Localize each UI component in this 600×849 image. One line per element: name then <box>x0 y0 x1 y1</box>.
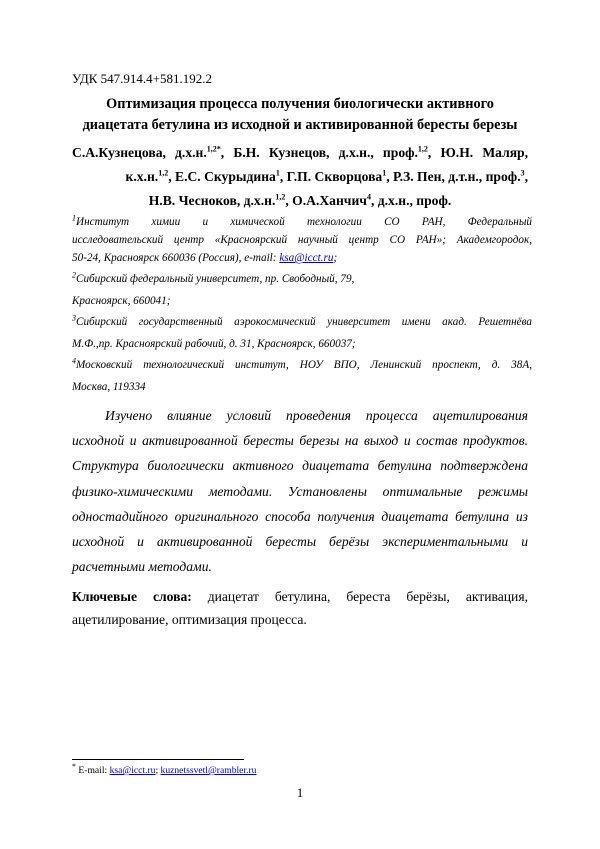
author-affiliation-mark: 1 <box>275 168 280 178</box>
affiliation-line: М.Ф.,пр. Красноярский рабочий, д. 31, Красноярск, 660037; <box>72 338 356 350</box>
abstract-line: физико-химическими методами. Установлены оптимальные режимы <box>72 483 528 499</box>
title-line: Оптимизация процесса получения биологически активного <box>106 96 494 112</box>
author-degree: д.х.н., проф. <box>377 193 452 208</box>
author-affiliation-mark: 1,2* <box>206 144 221 154</box>
affiliation-2 <box>72 270 532 310</box>
author-name: Р.З. Пен, д.т.н., проф. <box>393 169 521 184</box>
keywords-line: ацетилирование, оптимизация процесса. <box>72 612 307 627</box>
keywords <box>72 585 528 631</box>
abstract-line: расчетными методами. <box>72 559 212 575</box>
affiliation-line: исследовательский центр «Красноярский научный центр СО РАН»; Академгородок, <box>72 234 532 246</box>
title-line: диацетата бетулина из исходной и активированной бересты березы <box>82 117 518 133</box>
affiliation-1 <box>72 213 532 267</box>
abstract-line: одностадийного оригинального способа получения диацетата бетулина из <box>72 508 528 524</box>
affiliation-line: $^4$Московский технологический институт, НОУ ВПО, Ленинский проспект, д. 38А, <box>72 356 532 371</box>
abstract-line: Изучено влияние условий проведения процесса ацетилирования <box>105 408 528 423</box>
author-name: Н.В. Чесноков, д.х.н. <box>148 193 276 208</box>
abstract-line: Структура биологически активного диацетата бетулина подтверждена <box>72 458 528 474</box>
author-affiliation-mark: 1 <box>382 168 387 178</box>
author-name: Г.П. Скворцова <box>286 169 383 184</box>
author-name: к.х.н. <box>125 169 159 184</box>
affiliation-4 <box>72 356 532 396</box>
keywords-label: Ключевые слова: <box>72 589 192 604</box>
affiliation-number: 1 <box>72 213 76 223</box>
abstract-line: исходной и активированной бересты березы на выход и состав продуктов. <box>72 433 528 449</box>
affiliations <box>72 213 532 396</box>
abstract-line: исходной и активированной бересты берёзы экспериментальными и <box>72 534 528 550</box>
author-affiliation-mark: 1,2 <box>158 168 169 178</box>
page-number: 1 <box>296 785 304 800</box>
author-line: С.А.Кузнецова, д.х.н.$^{1,2*}$, Б.Н. Кузнецов, д.х.н., проф.$^{1,2}$, Ю.Н. Маляр, <box>72 144 529 160</box>
affiliation-number: 2 <box>72 270 76 280</box>
footnote-divider <box>72 759 244 760</box>
author-name: Е.С. Скурыдина <box>175 169 276 184</box>
email-link[interactable]: ksa@icct.ru <box>109 765 156 776</box>
author-line: к.х.н.$^{1,2}$, Е.С. Скурыдина$^1$, Г.П. Скворцова$^1$, Р.З. Пен, д.т.н., проф.$^3$, <box>125 168 528 184</box>
affiliation-line: Москва, 119334 <box>72 381 146 393</box>
author-name: Ю.Н. Маляр, <box>440 145 529 160</box>
author-affiliation-mark: 3 <box>520 168 525 178</box>
affiliation-line: Красноярск, 660041; <box>72 295 171 307</box>
affiliation-3 <box>72 313 532 353</box>
author-affiliation-mark: 1,2 <box>417 144 428 154</box>
footnote: * E-mail: ksa@icct.ru; kuznetssvetl@rambler.ru <box>72 761 257 776</box>
affiliation-number: 3 <box>72 313 76 323</box>
author-affiliation-mark: 1,2 <box>275 192 286 202</box>
email-link[interactable]: kuznetssvetl@rambler.ru <box>160 765 257 776</box>
email-link[interactable]: ksa@icct.ru <box>279 252 334 264</box>
affiliation-line: $^2$Сибирский федеральный университет, пр. Свободный, 79, <box>72 270 355 285</box>
footnote-mark: * <box>72 761 76 771</box>
affiliation-line: 50-24, Красноярск 660036 (Россия), e-mail: ksa@icct.ru; <box>72 252 338 264</box>
affiliation-line: $^1$Институт химии и химической технологии СО РАН, Федеральный <box>72 213 532 228</box>
author-list <box>72 141 528 213</box>
affiliation-line: $^3$Сибирский государственный аэрокосмический университет имени акад. Решетнёва <box>72 313 532 328</box>
keywords-line: Ключевые слова: диацетат бетулина, береста берёзы, активация, <box>72 589 528 604</box>
author-line: Н.В. Чесноков, д.х.н.$^{1,2}$, О.А.Ханчич$^4$, д.х.н., проф. <box>148 192 452 208</box>
udk-code: УДК 547.914.4+581.192.2 <box>72 71 213 86</box>
abstract <box>72 403 528 579</box>
author-name: С.А.Кузнецова, д.х.н. <box>72 145 207 160</box>
author-name: О.А.Ханчич <box>292 193 367 208</box>
affiliation-number: 4 <box>72 356 76 366</box>
author-name: Б.Н. Кузнецов, д.х.н., проф. <box>233 145 418 160</box>
article-title <box>72 94 528 136</box>
author-affiliation-mark: 4 <box>366 192 371 202</box>
